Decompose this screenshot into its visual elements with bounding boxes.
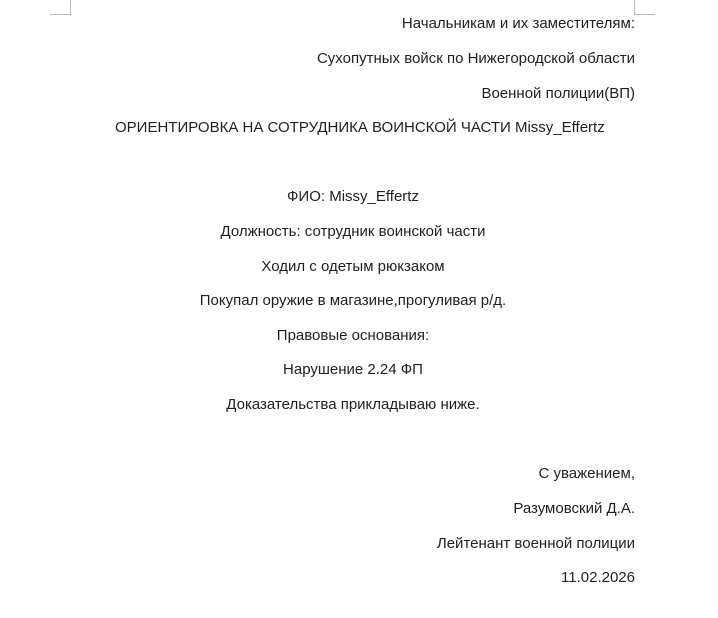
- signature-rank: Лейтенант военной полиции: [436, 535, 635, 552]
- addressee-line-1: Начальникам и их заместителям:: [401, 15, 635, 32]
- signature-date: 11.02.2026: [561, 569, 635, 586]
- addressee-line-2: Сухопутных войск по Нижегородской области: [316, 50, 635, 67]
- addressee-line-3: Военной полиции(ВП): [481, 85, 635, 102]
- body-line-legal-grounds: Правовые основания:: [276, 327, 430, 344]
- signature-regards: С уважением,: [538, 465, 635, 482]
- body-line-position: Должность: сотрудник воинской части: [220, 223, 486, 240]
- document-title: ОРИЕНТИРОВКА НА СОТРУДНИКА ВОИНСКОЙ ЧАСТИ Missy_Effertz: [115, 119, 605, 136]
- signature-name: Разумовский Д.А.: [513, 500, 635, 517]
- body-line-weapon: Покупал оружие в магазине,прогуливая р/д.: [199, 292, 507, 309]
- margin-corner-marker-top-right: [634, 0, 655, 15]
- margin-corner-marker-top-left: [50, 0, 71, 15]
- body-line-name: ФИО: Missy_Effertz: [287, 188, 419, 205]
- body-line-backpack: Ходил с одетым рюкзаком: [261, 258, 445, 275]
- body-line-violation: Нарушение 2.24 ФП: [283, 361, 423, 378]
- body-line-evidence: Доказательства прикладываю ниже.: [226, 396, 480, 413]
